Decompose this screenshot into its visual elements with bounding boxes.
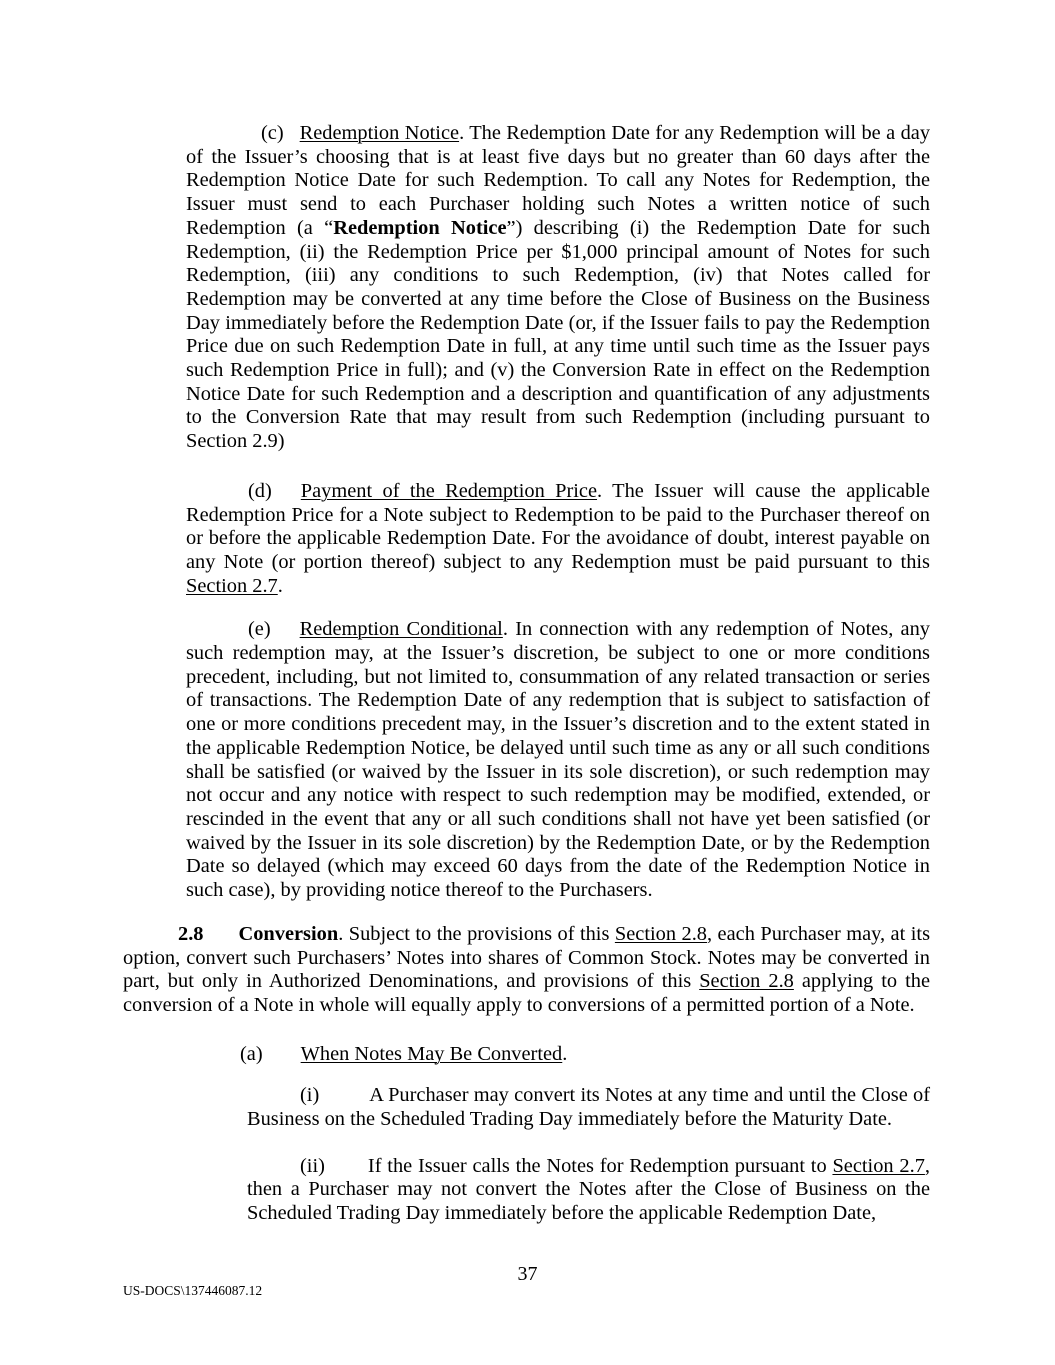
text-run: (d): [248, 479, 272, 502]
paragraph-2-8-conversion: [123, 923, 930, 1018]
paragraph-d-payment-of-redemption-price: [186, 480, 930, 599]
text-run: 2.8: [178, 922, 204, 945]
text-run: Redemption Notice: [299, 122, 460, 144]
text-run: Conversion: [238, 922, 339, 945]
text-run: If the Issuer calls the Notes for Redemption pursuant to: [367, 1154, 833, 1177]
text-run: (a): [240, 1042, 263, 1065]
paragraph-a-when-notes-may-be-converted: [240, 1043, 930, 1067]
text-run: . Subject to the provisions of this: [338, 922, 615, 945]
text-run: , then a Purchaser may not convert the Notes after the Close of Business on the Scheduled Trading Day immediately before the applicable Redemption Date,: [247, 1154, 931, 1225]
text-run: (i): [300, 1084, 320, 1107]
text-run: ”) describing (i) the Redemption Date for such Redemption, (ii) the Redemption Price per $1,000 principal amount of Notes for such Redemption, (iii) any conditions to such Redemption, (iv) that Notes called for Redemption may be converted at any time before the Close of Business on the Business Day immediately before the Redemption Date (or, if the Issuer fails to pay the Redemption Price due on such Redemption Date in full, at any time until such time as the Issuer pays such Redemption Price in full); and (v) the Conversion Rate in effect on the Redemption Notice Date for such Redemption and a description and quantification of any adjustments to the Conversion Rate that may result from such Redemption (including pursuant to Section 2.9): [186, 216, 931, 453]
text-run: . The Redemption Date for any Redemption will be a day of the Issuer’s choosing that is at least five days but no greater than 60 days after the Redemption Notice Date for such Redemption. To call any Notes for Redemption, the Issuer must send to each Purchaser holding such Notes a written notice of such Redemption (a “: [186, 122, 931, 239]
paragraph-c-redemption-notice: [186, 122, 930, 454]
text-run: .: [277, 574, 283, 597]
text-run: , each Purchaser may, at its option, convert such Purchasers’ Notes into shares of Common Stock. Notes may be converted in part, but only in Authorized Denominations, and provisions of this: [123, 922, 930, 993]
paragraph-i-convert-until-maturity: [247, 1084, 930, 1131]
text-run: Section 2.8: [614, 922, 707, 945]
text-run: (ii): [300, 1154, 325, 1177]
text-run: Section 2.7: [186, 574, 278, 597]
text-run: Section 2.7: [832, 1154, 925, 1177]
page-number: 37: [517, 1263, 538, 1285]
text-run: Redemption Conditional: [299, 618, 503, 641]
document-id: US-DOCS\137446087.12: [123, 1283, 263, 1298]
text-run: (e): [248, 618, 271, 641]
text-run: Redemption Notice: [333, 216, 507, 239]
paragraph-e-redemption-conditional: [186, 618, 930, 902]
text-run: . In connection with any redemption of Notes, any such redemption may, at the Issuer’s discretion, be subject to one or more conditions precedent, including, but not limited to, consummation of any related transaction or series of transactions. The Redemption Date of any redemption that is subject to satisfaction of one or more conditions precedent may, in the Issuer’s discretion and to the extent stated in the applicable Redemption Notice, be delayed until such time as any or all such conditions shall be satisfied (or waived by the Issuer in its sole discretion), or such redemption may not occur and any notice with respect to such redemption may be modified, extended, or rescinded in the event that any or all such conditions shall not have yet been satisfied (or waived by the Issuer in its sole discretion) by the Redemption Date, or by the Redemption Date so delayed (which may exceed 60 days from the date of the Redemption Notice in such case), by providing notice thereof to the Purchasers.: [186, 618, 930, 902]
paragraph-ii-no-conversion-after-redemption-call: [247, 1155, 930, 1226]
text-run: Section 2.8: [699, 970, 794, 993]
text-run: When Notes May Be Converted: [300, 1042, 563, 1065]
text-run: . The Issuer will cause the applicable Redemption Price for a Note subject to Redemption to be paid to the Purchaser thereof on or before the applicable Redemption Date. For the avoidance of doubt, interest payable on any Note (or portion thereof) subject to any Redemption must be paid pursuant to this: [186, 479, 930, 573]
text-run: .: [562, 1042, 568, 1065]
text-run: A Purchaser may convert its Notes at any time and until the Close of Business on the Scheduled Trading Day immediately before the Maturity Date.: [247, 1084, 930, 1131]
text-run: applying to the conversion of a Note in whole will equally apply to conversions of a permitted portion of a Note.: [123, 970, 931, 1016]
document-body: [123, 122, 930, 1226]
text-run: Payment of the Redemption Price: [300, 479, 598, 502]
text-run: (c): [261, 122, 284, 144]
